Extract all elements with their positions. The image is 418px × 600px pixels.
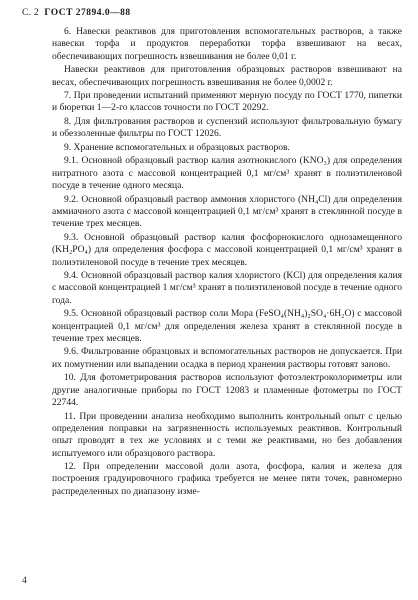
paragraph-9-5: 9.5. Основной образцовый раствор соли Мора (FeSO₄(NH₄)₂SO₄·6H₂O) с массовой концентрацией 0,1 мг/см³ для определения железа хранят в стеклянной посуде в течение трех месяцев.	[52, 308, 402, 344]
paragraph-9-4: 9.4. Основной образцовый раствор калия хлористого (KCl) для определения калия с массовой концентрацией 1 мг/см³ хранят в полиэтиленовой посуде в течение одного года.	[52, 270, 402, 306]
paragraph-12: 12. При определении массовой доли азота, фосфора, калия и железа для построения градуировочного графика требуется не менее пяти точек, равномерно распределенных по диапазону изме-	[52, 461, 402, 497]
paragraph-9-1: 9.1. Основной образцовый раствор калия азотнокислого (KNO₃) для определения нитратного азота с массовой концентрацией 0,1 мг/см³ хранят в полиэтиленовой посуде в течение одного месяца.	[52, 155, 402, 192]
paragraph-7: 7. При проведении испытаний применяют мерную посуду по ГОСТ 1770, пипетки и бюретки 1—2-го классов точности по ГОСТ 20292.	[52, 90, 402, 114]
paragraph-8: 8. Для фильтрования растворов и суспензий используют фильтровальную бумагу и обеззоленные фильтры по ГОСТ 12026.	[52, 115, 402, 140]
paragraph-11: 11. При проведении анализа необходимо выполнить контрольный опыт с целью определения поправки на загрязненность используемых реактивов. Контрольный опыт проводят в тех же условиях и с теми же реактивами, но без добавления испытуемого или образцового раствора.	[52, 410, 402, 459]
page-header	[22, 8, 131, 18]
paragraph-9-3: 9.3. Основной образцовый раствор калия фосфорнокислого однозамещенного (KH₂PO₄) для определения фосфора с массовой концентрацией 0,1 мг/см³ хранят в полиэтиленовой посуде в течение трех месяцев.	[52, 231, 402, 268]
standard-code: ГОСТ 27894.0—88	[44, 8, 131, 18]
paragraph-9: 9. Хранение вспомогательных и образцовых растворов.	[64, 141, 290, 153]
paragraph-10: 10. Для фотометрирования растворов используют фотоэлектроколориметры или другие аналогичные приборы по ГОСТ 12083 и пламенные фотометры по ГОСТ 22744.	[52, 372, 402, 409]
paragraph-9-6: 9.6. Фильтрование образцовых и вспомогательных растворов не допускается. При их помутнении или выпадении осадка в период хранения растворы готовят заново.	[52, 346, 402, 370]
page-number: 4	[22, 576, 27, 586]
paragraph-9-2: 9.2. Основной образцовый раствор аммония хлористого (NH₄Cl) для определения аммиачного азота с массовой концентрацией 0,1 мг/см³ хранят в стеклянной посуде в течение трех месяцев.	[52, 193, 402, 230]
page-label: С. 2	[22, 8, 40, 18]
body-text	[52, 26, 402, 499]
paragraph-6: 6. Навески реактивов для приготовления вспомогательных растворов, а также навески торфа и продуктов переработки торфа взвешивают на весах, обеспечивающих погрешность взвешивания не более 0,01 г.	[52, 26, 402, 62]
paragraph-6-continued: Навески реактивов для приготовления образцовых растворов взвешивают на весах, обеспечивающих погрешность взвешивания не более 0,0002 г.	[52, 64, 402, 88]
